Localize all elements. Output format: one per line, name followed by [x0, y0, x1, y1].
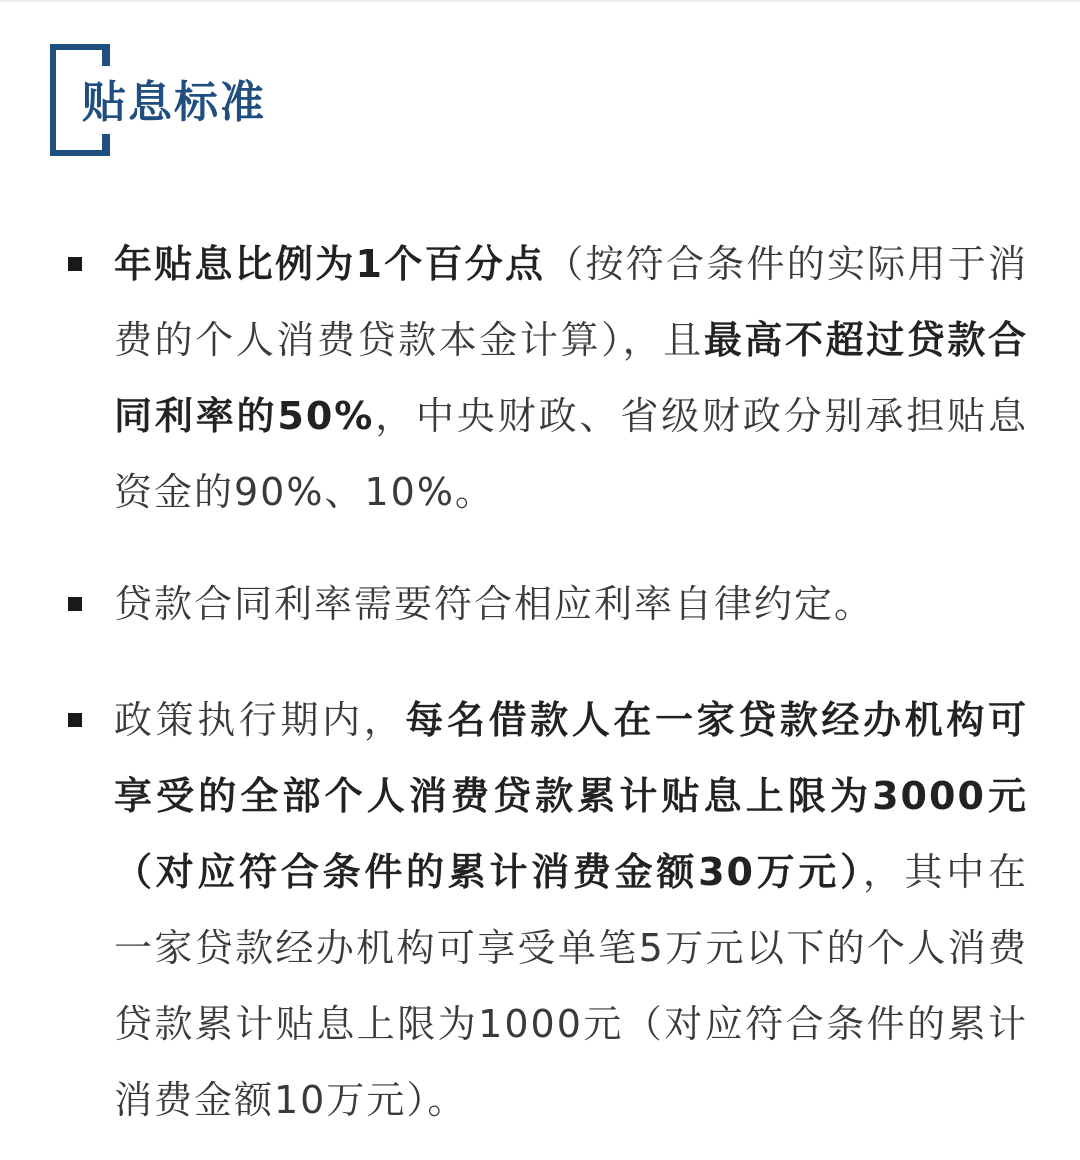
top-divider — [0, 0, 1080, 2]
text-segment: 最高不超过贷款合同利率的50% — [114, 318, 1028, 438]
text-segment: （按符合条件的实际用于消费的个人消费贷款本金计算），且 — [114, 242, 1028, 362]
text-segment: ，其中在一家贷款经办机构可享受单笔5万元以下的个人消费贷款累计贴息上限为1000元（对应符合条件的累计消费金额10万元）。 — [114, 850, 1028, 1122]
bullet-square-icon — [68, 257, 82, 271]
text-segment: 每名借款人在一家贷款经办机构可享受的全部个人消费贷款累计贴息上限为3000元（对应符合条件的累计消费金额30万元） — [114, 698, 1028, 894]
bullet-square-icon — [68, 597, 82, 611]
section-title: 贴息标准 — [82, 77, 266, 128]
text-segment: 贷款合同利率需要符合相应利率自律约定。 — [114, 582, 875, 626]
text-segment: 政策执行期内， — [114, 698, 406, 742]
heading-bracket-tab-bottom — [102, 134, 110, 156]
heading-bracket-tab-top — [102, 44, 110, 66]
text-segment: 年贴息比例为1个百分点 — [114, 242, 546, 286]
bullet-text — [114, 226, 1028, 530]
section-heading — [50, 44, 350, 162]
bullet-text — [114, 566, 1028, 642]
text-segment: ，中央财政、省级财政分别承担贴息资金的90%、10%。 — [114, 394, 1028, 514]
bullet-text — [114, 682, 1028, 1138]
bullet-square-icon — [68, 713, 82, 727]
